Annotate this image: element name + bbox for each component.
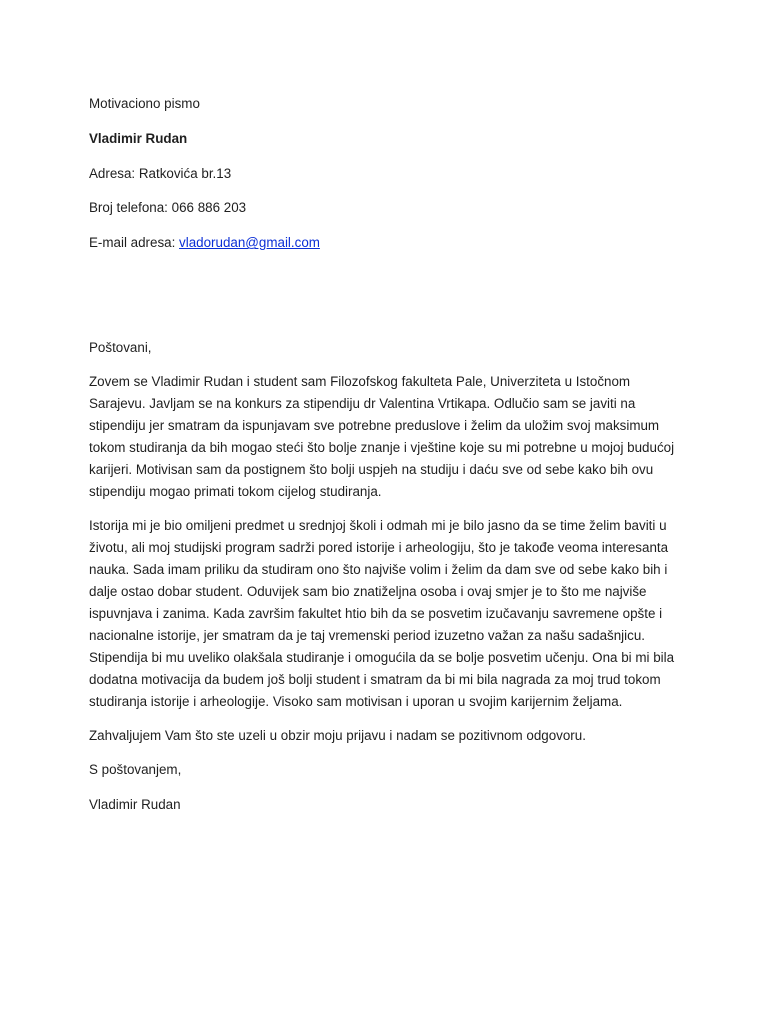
applicant-name: Vladimir Rudan	[89, 130, 188, 146]
paragraph-thanks: Zahvaljujem Vam što ste uzeli u obzir moju prijavu i nadam se pozitivnom odgovoru.	[89, 727, 586, 743]
paragraph-motivation: Istorija mi je bio omiljeni predmet u srednjoj školi i odmah mi je bilo jasno da se time želim baviti u životu, ali moj studijski program sadrži pored istorije i arheologiju, što je takođe veoma interesanta nauka. Sada imam priliku da studiram ono što najviše volim i želim da dam sve od sebe kako bih i dalje ostao dobar student. Oduvijek sam bio znatiželjna osoba i ovaj smjer je to što me najviše ispuvnjava i zanima. Kada završim fakultet htio bih da se posvetim izučavanju savremene opšte i nacionalne istorije, jer smatram da je taj vremenski period izuzetno važan za našu sadašnjicu. Stipendija bi mu uveliko olakšala studiranje i omogućila da se bolje posvetim učenju. Ona bi mi bila dodatna motivacija da budem još bolji student i smatram da bi mi bila nagrada za moj trud tokom studiranja istorije i arheologije. Visoko sam motivisan i uporan u svojim karijernim željama.	[89, 518, 675, 709]
phone-label: Broj telefona:	[89, 200, 172, 216]
email-line	[89, 232, 689, 254]
closing: S poštovanjem,	[89, 762, 182, 778]
address-value: Ratkovića br.13	[138, 165, 232, 181]
salutation: Poštovani,	[89, 339, 152, 355]
phone-value: 066 886 203	[171, 200, 247, 216]
letter-body	[89, 93, 689, 828]
address-line	[89, 163, 689, 185]
letter-heading: Motivaciono pismo	[89, 96, 200, 111]
email-link[interactable]: vladorudan@gmail.com	[179, 235, 320, 251]
email-label: E-mail adresa:	[89, 235, 180, 251]
blank-space	[89, 267, 689, 337]
phone-line	[89, 197, 689, 219]
address-label: Adresa:	[89, 165, 139, 181]
signature: Vladimir Rudan	[89, 796, 181, 812]
paragraph-intro: Zovem se Vladimir Rudan i student sam Filozofskog fakulteta Pale, Univerziteta u Istočnom Sarajevu. Javljam se na konkurs za stipendiju dr Valentina Vrtikapa. Odlučio sam se javiti na stipendiju jer smatram da ispunjavam sve potrebne preduslove i želim da uložim svoj maksimum tokom studiranja da bih mogao steći što bolje znanje i vještine koje su mi potrebne u mojoj budućoj karijeri. Motivisan sam da postignem što bolji uspjeh na studiju i daću sve od sebe kako bih ovu stipendiju mogao primati tokom cijelog studiranja.	[89, 374, 675, 499]
